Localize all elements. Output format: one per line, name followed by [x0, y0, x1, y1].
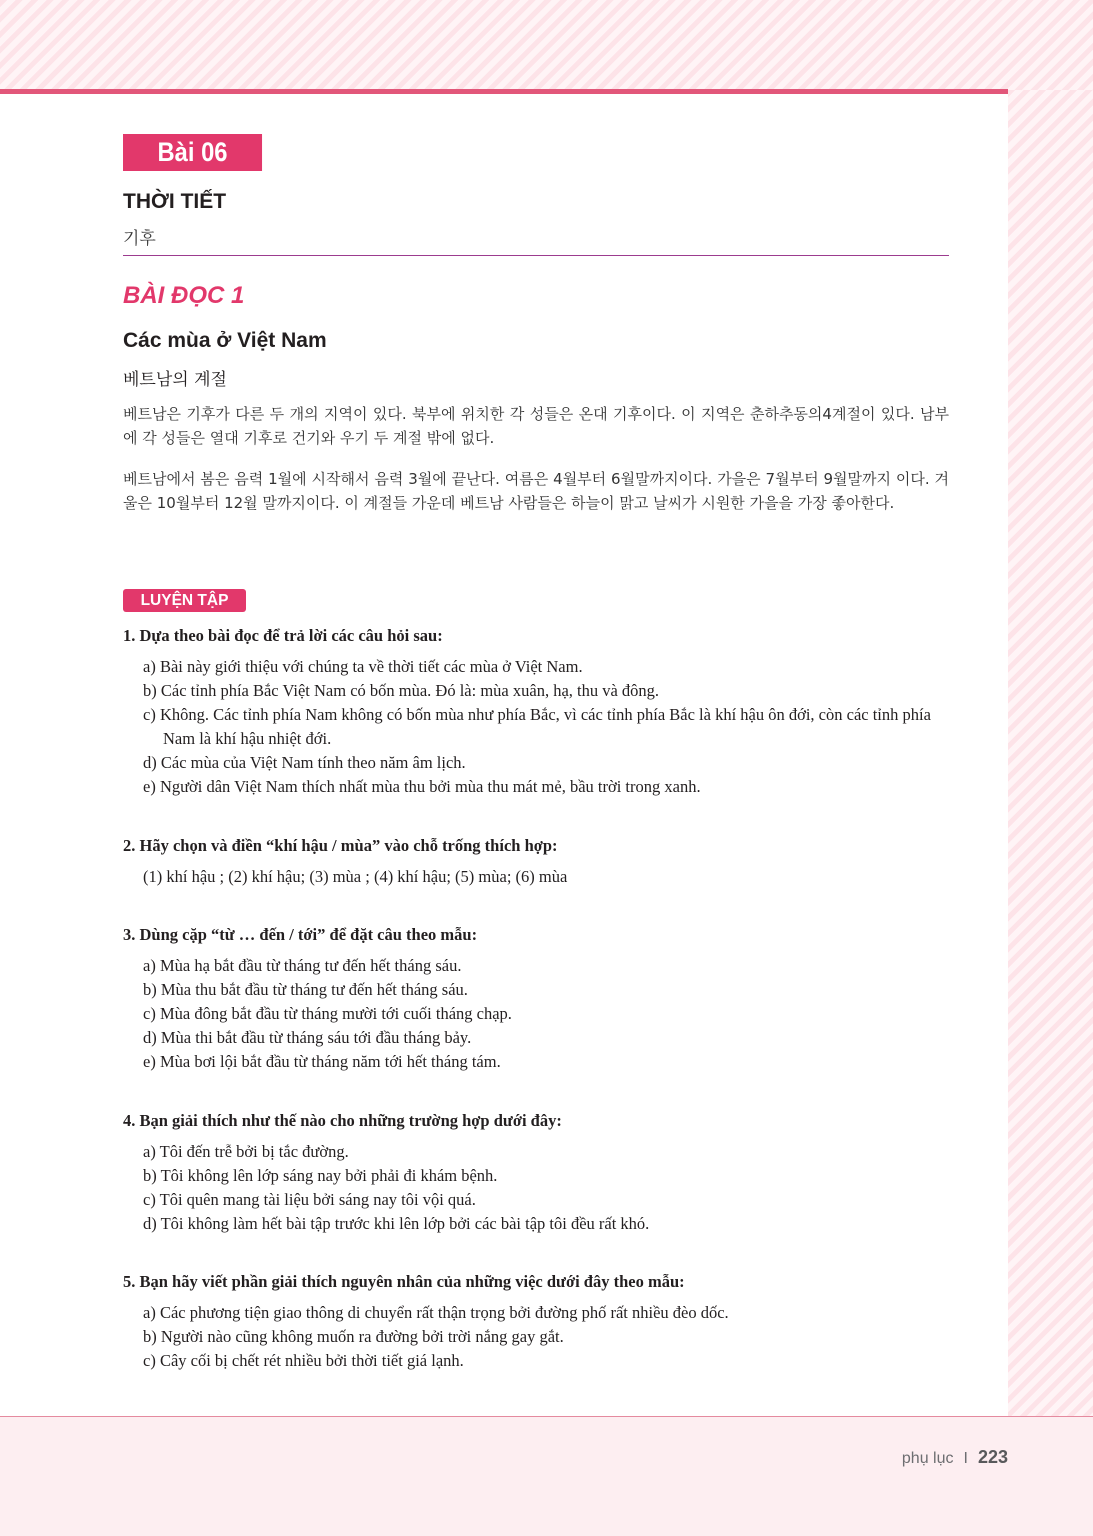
- question-title: 5. Bạn hãy viết phần giải thích nguyên nhân của những việc dưới đây theo mẫu:: [123, 1272, 685, 1291]
- answer-list: [123, 1140, 963, 1236]
- answer-item: d) Mùa thi bắt đầu từ tháng sáu tới đầu tháng bảy.: [143, 1028, 472, 1047]
- passage-paragraph: 베트남은 기후가 다른 두 개의 지역이 있다. 북부에 위치한 각 성들은 온대 기후이다. 이 지역은 춘하추동의4계절이 있다. 남부에 각 성들은 열대 기후로 건기와 우기 두 계절 밖에 없다.: [123, 405, 949, 447]
- topic-subtitle: 기후: [123, 229, 156, 249]
- answer-item: a) Các phương tiện giao thông di chuyển rất thận trọng bởi đường phố rất nhiều đèo dốc.: [143, 1303, 729, 1322]
- answer-item: c) Mùa đông bắt đầu từ tháng mười tới cuối tháng chạp.: [143, 1004, 512, 1023]
- answer-item: e) Người dân Việt Nam thích nhất mùa thu bởi mùa thu mát mẻ, bầu trời trong xanh.: [143, 777, 701, 796]
- answer-item: a) Bài này giới thiệu với chúng ta về thời tiết các mùa ở Việt Nam.: [143, 657, 583, 676]
- top-stripe-band: [0, 0, 1093, 90]
- question-block: [123, 834, 963, 889]
- answer-item: d) Các mùa của Việt Nam tính theo năm âm lịch.: [143, 753, 466, 772]
- section-divider: [123, 255, 949, 256]
- answer-item: b) Các tỉnh phía Bắc Việt Nam có bốn mùa. Đó là: mùa xuân, hạ, thu và đông.: [143, 681, 660, 700]
- answer-item: (1) khí hậu ; (2) khí hậu; (3) mùa ; (4) khí hậu; (5) mùa; (6) mùa: [143, 867, 568, 886]
- top-rule: [0, 89, 1008, 94]
- footer-separator: I: [963, 1450, 968, 1467]
- answer-item: e) Mùa bơi lội bắt đầu từ tháng năm tới hết tháng tám.: [143, 1052, 501, 1071]
- question-block: [123, 1109, 963, 1236]
- question-title: 2. Hãy chọn và điền “khí hậu / mùa” vào chỗ trống thích hợp:: [123, 836, 558, 855]
- answer-item: a) Mùa hạ bắt đầu từ tháng tư đến hết tháng sáu.: [143, 956, 462, 975]
- answer-item: a) Tôi đến trễ bởi bị tắc đường.: [143, 1142, 349, 1161]
- practice-tag: LUYỆN TẬP: [123, 589, 246, 612]
- question-block: [123, 1270, 963, 1373]
- lesson-tag: Bài 06: [123, 134, 262, 171]
- page-footer: [902, 1447, 1008, 1468]
- answer-item: c) Tôi quên mang tài liệu bởi sáng nay tôi vội quá.: [143, 1190, 476, 1209]
- answer-item: b) Tôi không lên lớp sáng nay bởi phải đi khám bệnh.: [143, 1166, 498, 1185]
- reading-label: BÀI ĐỌC 1: [123, 282, 245, 309]
- footer-section-label: phụ lục: [901, 1450, 954, 1467]
- answer-item: c) Cây cối bị chết rét nhiều bởi thời tiết giá lạnh.: [143, 1351, 464, 1370]
- answer-list: [123, 865, 963, 889]
- topic-title: THỜI TIẾT: [123, 190, 227, 213]
- footer-band: [0, 1417, 1093, 1536]
- question-title: 1. Dựa theo bài đọc để trả lời các câu hỏi sau:: [123, 626, 443, 645]
- answer-list: [123, 655, 963, 799]
- question-block: [123, 923, 963, 1074]
- answer-list: [123, 1301, 963, 1373]
- page-number: 223: [977, 1447, 1008, 1467]
- right-stripe-band: [1008, 90, 1093, 1420]
- answer-item: b) Người nào cũng không muốn ra đường bởi trời nắng gay gắt.: [143, 1327, 564, 1346]
- question-block: [123, 624, 963, 799]
- answer-item: b) Mùa thu bắt đầu từ tháng tư đến hết tháng sáu.: [143, 980, 468, 999]
- passage-paragraph: 베트남에서 봄은 음력 1월에 시작해서 음력 3월에 끝난다. 여름은 4월부터 6월말까지이다. 가을은 7월부터 9월말까지 이다. 겨울은 10월부터 12월 말까지이다. 이 계절들 가운데 베트남 사람들은 하늘이 맑고 날씨가 시원한 가을을 가장 좋아한다.: [123, 470, 949, 512]
- passage-title: Các mùa ở Việt Nam: [123, 329, 327, 352]
- question-title: 4. Bạn giải thích như thế nào cho những trường hợp dưới đây:: [123, 1111, 562, 1130]
- question-title: 3. Dùng cặp “từ … đến / tới” để đặt câu theo mẫu:: [123, 925, 478, 944]
- answer-item: d) Tôi không làm hết bài tập trước khi lên lớp bởi các bài tập tôi đều rất khó.: [143, 1214, 650, 1233]
- passage-subtitle: 베트남의 계절: [123, 370, 227, 390]
- answer-item: c) Không. Các tỉnh phía Nam không có bốn mùa như phía Bắc, vì các tỉnh phía Bắc là khí hậu ôn đới, còn các tỉnh phía Nam là khí hậu nhiệt đới.: [143, 705, 931, 748]
- answer-list: [123, 954, 963, 1074]
